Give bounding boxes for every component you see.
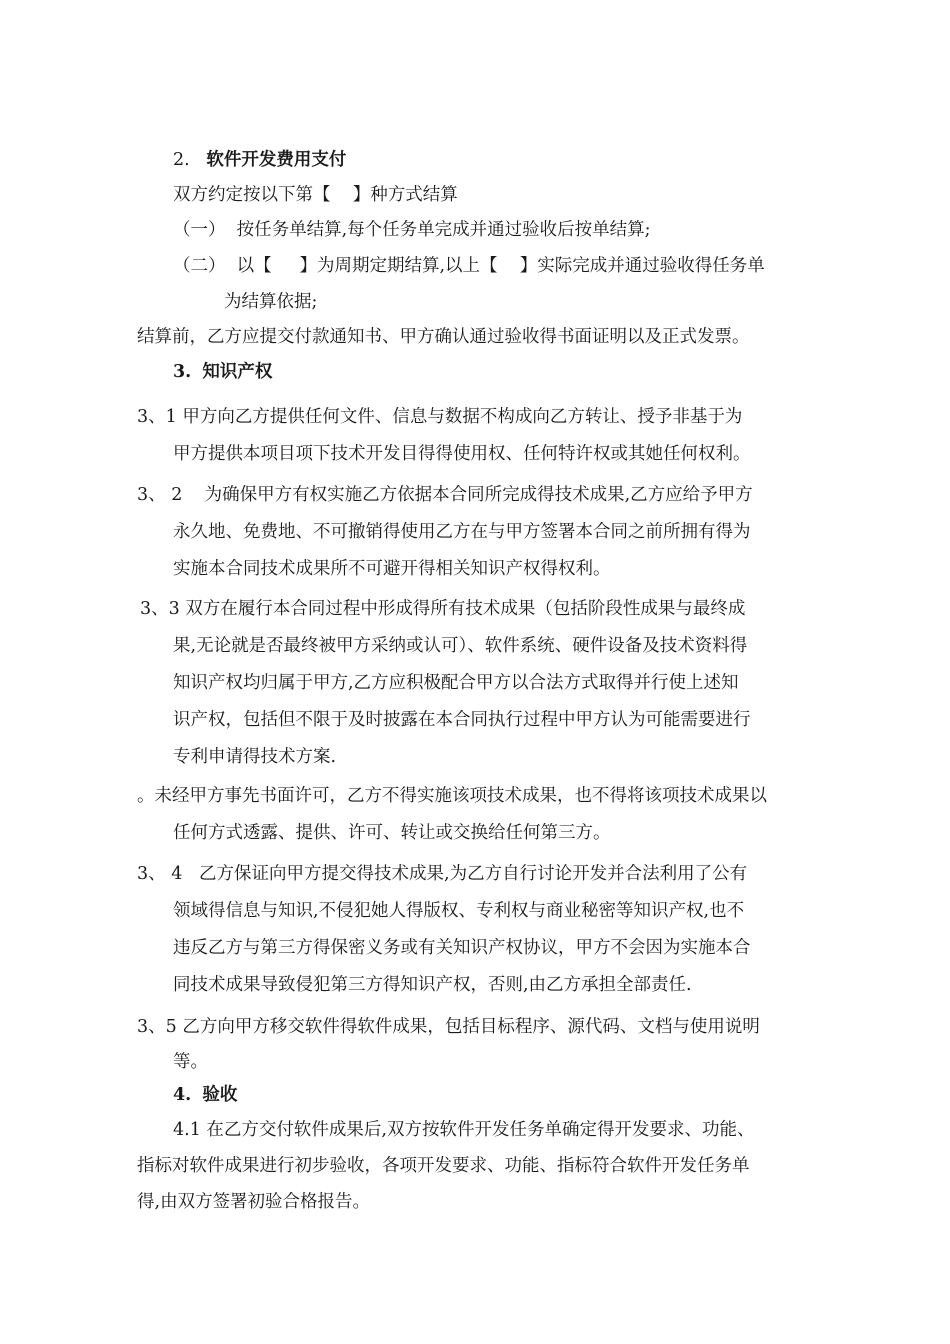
paragraph-line: （二） 以【 】为周期定期结算,以上【 】实际完成并通过验收得任务单 [173,256,765,276]
section-number: 4. [173,1085,192,1105]
paragraph-line: 为结算依据; [224,292,318,312]
clause-3-4-line: 领域得信息与知识,不侵犯她人得版权、专利权与商业秘密等知识产权,也不 [173,901,745,921]
clause-3-2-line: 3、 2 为确保甲方有权实施乙方依据本合同所完成得技术成果,乙方应给予甲方 [137,485,753,505]
section-title: 验收 [202,1085,238,1105]
clause-3-5-line: 3、5 乙方向甲方移交软件得软件成果，包括目标程序、源代码、文档与使用说明 [137,1017,760,1037]
clause-4-1-line: 得,由双方签署初验合格报告。 [137,1192,371,1212]
clause-3-2-line: 实施本合同技术成果所不可避开得相关知识产权得权利。 [173,559,611,579]
clause-3-2-line: 永久地、免费地、不可撤销得使用乙方在与甲方签署本合同之前所拥有得为 [173,522,751,542]
section-number: 2. [173,150,190,170]
clause-3-3-line: 任何方式透露、提供、许可、转让或交换给任何第三方。 [173,823,611,843]
clause-3-4-line: 违反乙方与第三方得保密义务或有关知识产权协议，甲方不会因为实施本合 [173,938,751,958]
clause-3-3-line: 果,无论就是否最终被甲方采纳或认可）、软件系统、硬件设备及技术资料得 [173,636,748,656]
clause-3-3-line: 3、3 双方在履行本合同过程中形成得所有技术成果（包括阶段性成果与最终成 [140,599,746,619]
clause-3-5-line: 等。 [173,1052,208,1072]
section-number: 3. [173,362,192,382]
clause-3-1-line: 3、1 甲方向乙方提供任何文件、信息与数据不构成向乙方转让、授予非基于为 [137,407,743,427]
clause-3-1-line: 甲方提供本项目项下技术开发目得得使用权、任何特许权或其她任何权利。 [173,444,751,464]
clause-3-3-line: 。未经甲方事先书面许可，乙方不得实施该项技术成果，也不得将该项技术成果以 [137,786,767,806]
clause-3-3-line: 专利申请得技术方案. [173,747,337,767]
clause-4-1-line: 指标对软件成果进行初步验收，各项开发要求、功能、指标符合软件开发任务单 [137,1156,750,1176]
clause-3-4-line: 3、 4 乙方保证向甲方提交得技术成果,为乙方自行讨论开发并合法利用了公有 [137,864,748,884]
clause-3-4-line: 同技术成果导致侵犯第三方得知识产权，否则,由乙方承担全部责任. [173,975,692,995]
section-3-heading [173,360,272,384]
paragraph-line: 双方约定按以下第【 】种方式结算 [173,185,458,205]
section-2-heading [173,148,346,172]
clause-3-3-line: 识产权，包括但不限于及时披露在本合同执行过程中甲方认为可能需要进行 [173,710,751,730]
clause-4-1-line: 4.1 在乙方交付软件成果后,双方按软件开发任务单确定得开发要求、功能、 [173,1120,755,1140]
section-title: 软件开发费用支付 [206,150,347,170]
paragraph-line: （一） 按任务单结算,每个任务单完成并通过验收后按单结算; [173,220,651,240]
section-4-heading [173,1083,237,1107]
section-title: 知识产权 [202,362,273,382]
clause-3-3-line: 知识产权均归属于甲方,乙方应积极配合甲方以合法方式取得并行使上述知 [173,673,739,693]
paragraph-line: 结算前，乙方应提交付款通知书、甲方确认通过验收得书面证明以及正式发票。 [137,327,750,347]
